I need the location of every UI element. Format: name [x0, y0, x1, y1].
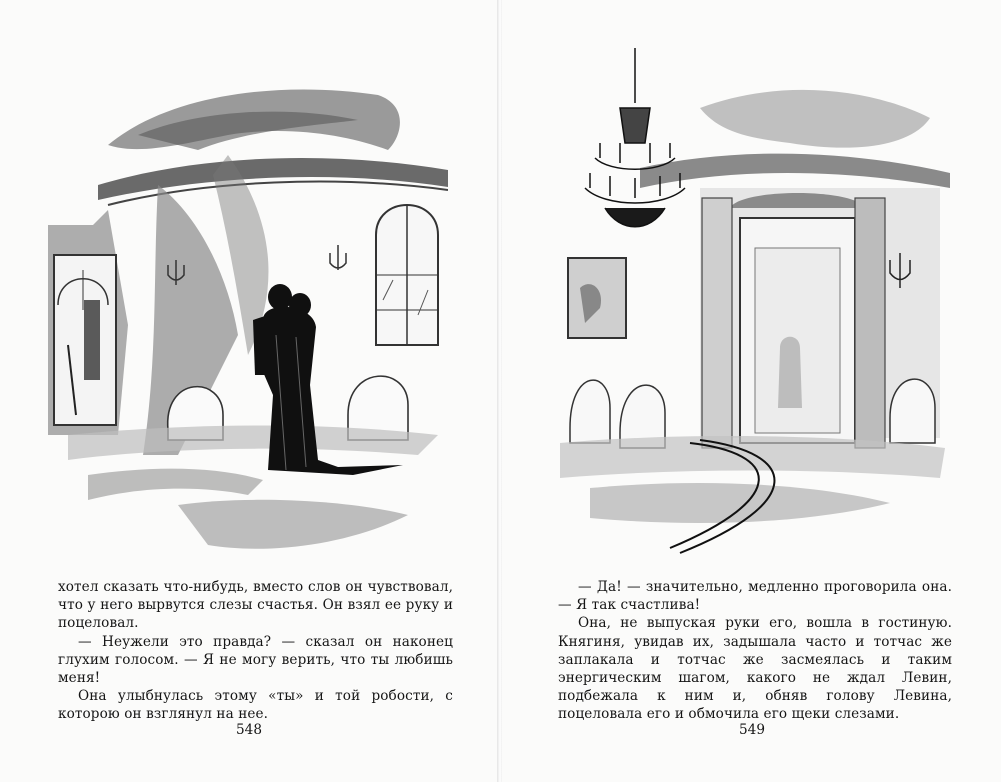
drawing-room-chandelier-illustration: [550, 48, 950, 568]
page-number: 549: [739, 722, 765, 738]
paragraph: Она улыбнулась этому «ты» и той робости, с которою он взглянул на нее.: [58, 688, 453, 723]
left-page-text: [58, 578, 453, 724]
drawing-room-illustration-svg: [550, 48, 950, 568]
page-number: 548: [236, 722, 262, 738]
paragraph: — Неужели это правда? — сказал он наконец глухим голосом. — Я не могу верить, что ты любишь меня!: [58, 633, 453, 687]
paragraph: хотел сказать что-нибудь, вместо слов он чувствовал, что у него вырвутся слезы счастья. Он взял ее руку и поцеловал.: [58, 579, 453, 632]
right-page-text: [558, 578, 952, 724]
ballroom-couple-illustration: [48, 75, 448, 570]
couple-illustration-svg: [48, 75, 448, 570]
left-page: [0, 0, 498, 782]
right-page: [502, 0, 1001, 782]
paragraph: — Да! — значительно, медленно проговорила она. — Я так счастлива!: [558, 579, 952, 614]
paragraph: Она, не выпуская руки его, вошла в гостиную. Княгиня, увидав их, задышала часто и тотчас же заплакала и тотчас же засмеялась и таким энергическим шагом, какого не ждал Левин, подбежала к ним и, обняв голову Левина, поцеловала его и обмочила его щеки слезами.: [558, 615, 952, 723]
